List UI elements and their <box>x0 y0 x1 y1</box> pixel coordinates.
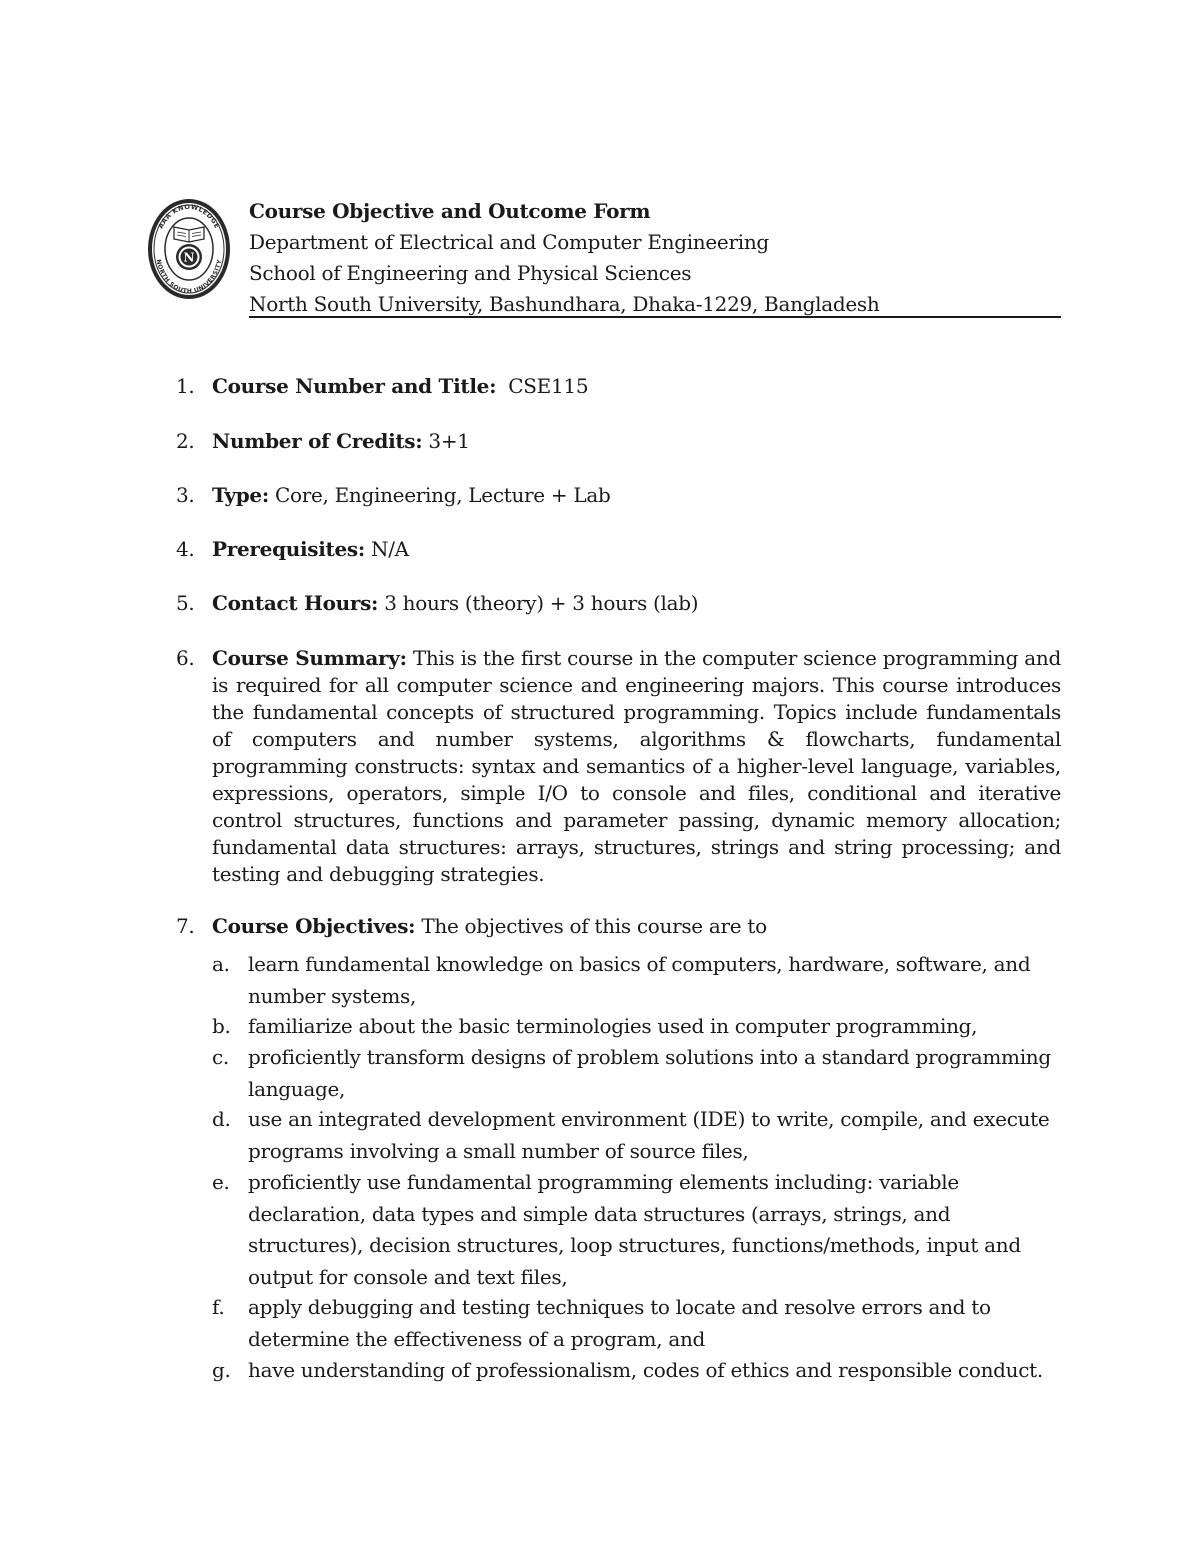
objective-letter: g. <box>212 1358 231 1382</box>
objective-letter: b. <box>212 1014 231 1038</box>
svg-text:AAA KNOWLEDGE: AAA KNOWLEDGE <box>156 202 222 230</box>
svg-text:NORTH SOUTH UNIVERSITY: NORTH SOUTH UNIVERSITY <box>154 258 224 296</box>
item-body <box>212 645 1061 888</box>
objective-letter: e. <box>212 1170 230 1194</box>
objective-text: have understanding of professionalism, codes of ethics and responsible conduct. <box>248 1358 1043 1382</box>
objective-letter: c. <box>212 1045 229 1069</box>
item-number: 6. <box>176 646 195 670</box>
form-title: Course Objective and Outcome Form <box>249 199 651 223</box>
item-number: 7. <box>176 914 195 938</box>
university-address-line: North South University, Bashundhara, Dhaka-1229, Bangladesh <box>249 292 880 316</box>
objective-text: use an integrated development environment (IDE) to write, compile, and execute programs involving a small number of source files, <box>248 1107 1050 1163</box>
item-label: Course Summary: <box>212 646 407 670</box>
item-label: Type: <box>212 483 269 507</box>
item-number: 3. <box>176 483 195 507</box>
department-line: Department of Electrical and Computer Engineering <box>249 230 769 254</box>
item-value: 3+1 <box>428 429 470 453</box>
item-body <box>212 913 1061 940</box>
objective-letter: d. <box>212 1107 231 1131</box>
item-number: 4. <box>176 537 195 561</box>
objective-text: familiarize about the basic terminologies used in computer programming, <box>248 1014 978 1038</box>
item-value: N/A <box>371 537 409 561</box>
item-label: Contact Hours: <box>212 591 379 615</box>
item-label: Course Number and Title: <box>212 374 497 398</box>
objective-text: proficiently transform designs of problem solutions into a standard programming language, <box>248 1045 1051 1101</box>
objective-text: apply debugging and testing techniques to locate and resolve errors and to determine the effectiveness of a program, and <box>248 1295 991 1351</box>
objective-letter: f. <box>212 1295 225 1319</box>
item-label: Number of Credits: <box>212 429 423 453</box>
item-label: Course Objectives: <box>212 914 416 938</box>
header-divider <box>249 316 1061 318</box>
item-body <box>212 373 1061 400</box>
course-summary-text: This is the first course in the computer science programming and is required for all computer science and engineering majors. This course introduces the fundamental concepts of structured programming. Topics include fundamentals of computers and number systems, algorithms & flowcharts, fundamental programming constructs: syntax and semantics of a higher-level language, variables, expressions, operators, simple I/O to console and files, conditional and iterative control structures, functions and parameter passing, dynamic memory allocation; fundamental data structures: arrays, structures, strings and string processing; and testing and debugging strategies. <box>212 646 1061 886</box>
seal-icon <box>146 197 232 301</box>
item-value: 3 hours (theory) + 3 hours (lab) <box>384 591 699 615</box>
item-value: Core, Engineering, Lecture + Lab <box>274 483 611 507</box>
objective-letter: a. <box>212 952 230 976</box>
item-value: CSE115 <box>508 374 589 398</box>
item-number: 1. <box>176 374 195 398</box>
school-line: School of Engineering and Physical Sciences <box>249 261 692 285</box>
item-body <box>212 590 1061 617</box>
item-value: The objectives of this course are to <box>421 914 767 938</box>
item-label: Prerequisites: <box>212 537 365 561</box>
objective-text: proficiently use fundamental programming elements including: variable declaration, data types and simple data structures (arrays, strings, and structures), decision structures, loop structures, functions/methods, input and output for console and text files, <box>248 1170 1021 1289</box>
item-body <box>212 428 1061 455</box>
form-header <box>249 196 1061 320</box>
item-body <box>212 482 1061 509</box>
objective-text: learn fundamental knowledge on basics of computers, hardware, software, and number systems, <box>248 952 1031 1008</box>
item-body <box>212 536 1061 563</box>
item-number: 2. <box>176 429 195 453</box>
university-seal-logo <box>146 197 232 301</box>
svg-text:N: N <box>183 250 195 265</box>
item-number: 5. <box>176 591 195 615</box>
